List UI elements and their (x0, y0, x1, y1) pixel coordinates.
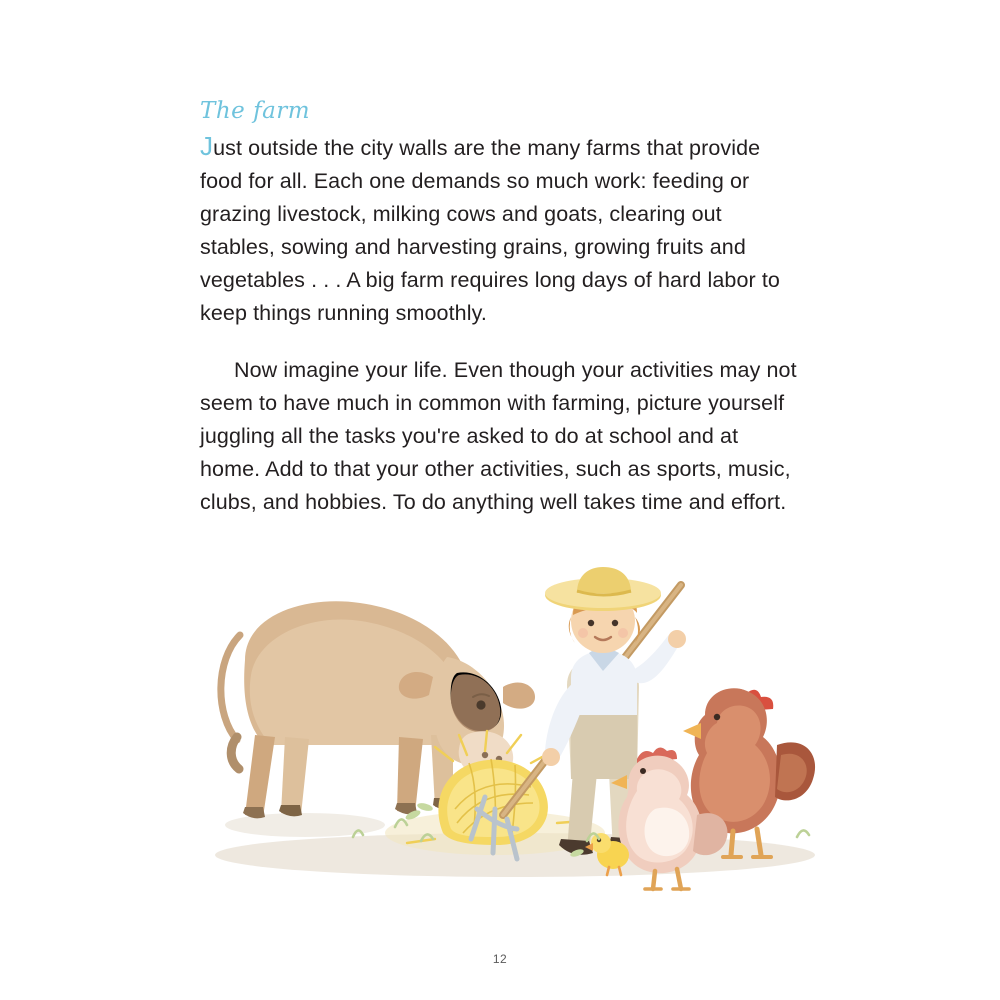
cow-eye (476, 700, 485, 709)
page-title: The farm (200, 98, 311, 124)
body-paragraph-1 (200, 130, 800, 330)
drop-cap: J (200, 131, 214, 161)
page-content (200, 98, 800, 519)
body-paragraph-1-text: ust outside the city walls are the many farms that provide food for all. Each one demands so much work: feeding or grazing livestock, milking cows and goats, clearing out stables, sowing and harvesting grains, growing fruits and vegetables . . . A big farm requires long days of hard labor to keep things running smoothly. (200, 136, 780, 325)
page-number: 12 (492, 952, 508, 966)
body-paragraph-2: Now imagine your life. Even though your activities may not seem to have much in common with farming, picture yourself juggling all the tasks you're asked to do at school and at home. Add to that your other activities, such as sports, music, clubs, and hobbies. To do anything well takes time and effort. (200, 358, 797, 514)
farm-scene-illustration (185, 565, 825, 895)
